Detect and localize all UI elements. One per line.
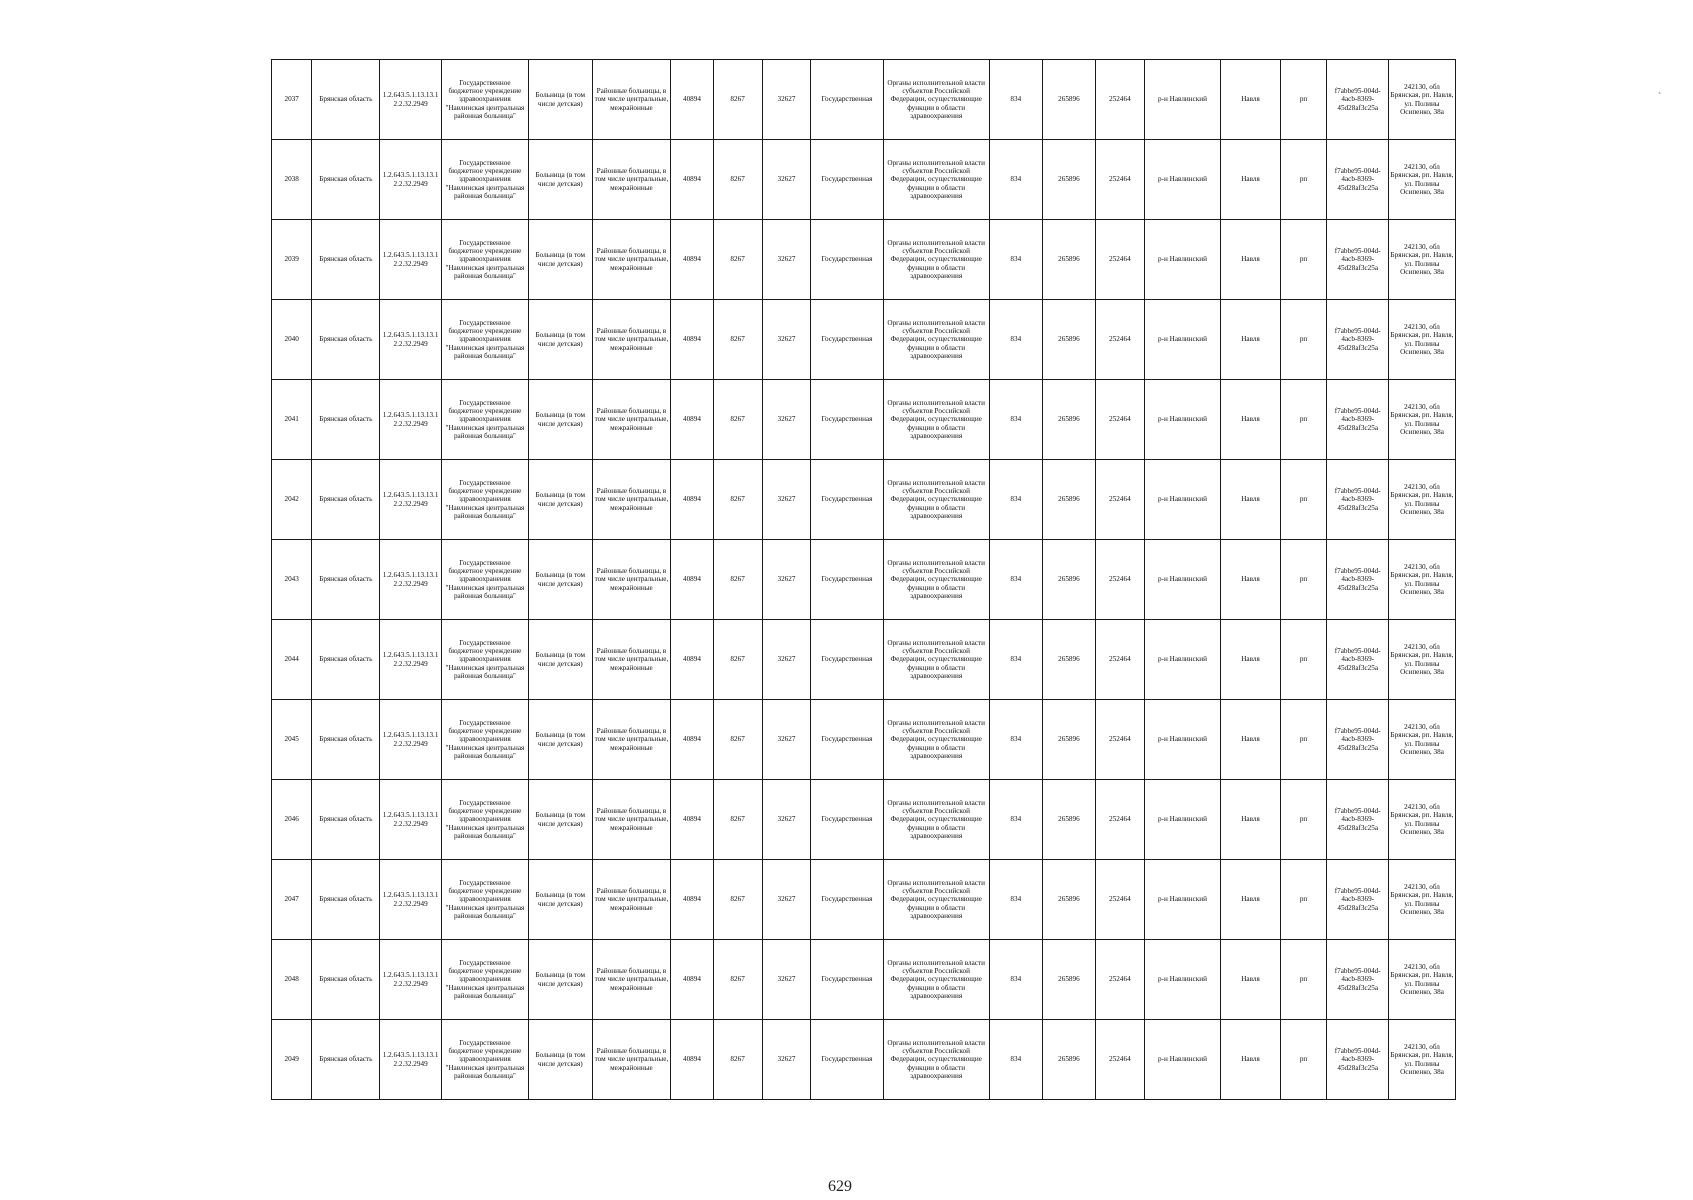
cell-c1: 40894 xyxy=(671,780,713,860)
cell-c1: 40894 xyxy=(671,140,713,220)
cell-address: 242130, обл Брянская, рп. Навля, ул. Полины Осипенко, 38а xyxy=(1389,620,1456,700)
cell-org: Государственное бюджетное учреждение здравоохранения "Навлинская центральная районная больница" xyxy=(441,140,528,220)
scan-speck: ` xyxy=(1658,92,1662,103)
cell-oid: 1.2.643.5.1.13.13.12.2.32.2949 xyxy=(380,940,442,1020)
cell-guid: f7abbe95-004d-4acb-8369-45d28af3c25a xyxy=(1327,940,1389,1020)
cell-c2: 8267 xyxy=(713,700,762,780)
cell-ownership: Государственная xyxy=(811,460,883,540)
cell-address: 242130, обл Брянская, рп. Навля, ул. Полины Осипенко, 38а xyxy=(1389,940,1456,1020)
cell-loc-type: рп xyxy=(1280,860,1327,940)
cell-district: р-н Навлинский xyxy=(1144,620,1220,700)
cell-region: Брянская область xyxy=(312,380,380,460)
cell-kind: Районные больницы, в том числе центральные, межрайонные xyxy=(592,220,671,300)
cell-address: 242130, обл Брянская, рп. Навля, ул. Полины Осипенко, 38а xyxy=(1389,540,1456,620)
cell-org: Государственное бюджетное учреждение здравоохранения "Навлинская центральная районная больница" xyxy=(441,220,528,300)
cell-c5: 265896 xyxy=(1042,220,1095,300)
cell-guid: f7abbe95-004d-4acb-8369-45d28af3c25a xyxy=(1327,220,1389,300)
cell-oid: 1.2.643.5.1.13.13.12.2.32.2949 xyxy=(380,460,442,540)
cell-address: 242130, обл Брянская, рп. Навля, ул. Полины Осипенко, 38а xyxy=(1389,460,1456,540)
cell-locality: Навля xyxy=(1221,300,1280,380)
cell-district: р-н Навлинский xyxy=(1144,860,1220,940)
cell-address: 242130, обл Брянская, рп. Навля, ул. Полины Осипенко, 38а xyxy=(1389,140,1456,220)
cell-guid: f7abbe95-004d-4acb-8369-45d28af3c25a xyxy=(1327,620,1389,700)
cell-c2: 8267 xyxy=(713,140,762,220)
cell-c4: 834 xyxy=(989,540,1042,620)
cell-c3: 32627 xyxy=(762,460,811,540)
cell-type: Больница (в том числе детская) xyxy=(528,220,592,300)
cell-c6: 252464 xyxy=(1095,1020,1144,1100)
cell-region: Брянская область xyxy=(312,780,380,860)
cell-no: 2042 xyxy=(272,460,312,540)
cell-no: 2038 xyxy=(272,140,312,220)
cell-kind: Районные больницы, в том числе центральные, межрайонные xyxy=(592,700,671,780)
cell-oid: 1.2.643.5.1.13.13.12.2.32.2949 xyxy=(380,140,442,220)
cell-no: 2040 xyxy=(272,300,312,380)
cell-district: р-н Навлинский xyxy=(1144,1020,1220,1100)
cell-ownership: Государственная xyxy=(811,700,883,780)
cell-c5: 265896 xyxy=(1042,300,1095,380)
cell-c4: 834 xyxy=(989,380,1042,460)
cell-c1: 40894 xyxy=(671,620,713,700)
cell-c4: 834 xyxy=(989,860,1042,940)
cell-c1: 40894 xyxy=(671,540,713,620)
cell-ownership: Государственная xyxy=(811,860,883,940)
cell-oid: 1.2.643.5.1.13.13.12.2.32.2949 xyxy=(380,620,442,700)
cell-type: Больница (в том числе детская) xyxy=(528,620,592,700)
cell-c1: 40894 xyxy=(671,700,713,780)
cell-locality: Навля xyxy=(1221,460,1280,540)
cell-c3: 32627 xyxy=(762,780,811,860)
cell-loc-type: рп xyxy=(1280,60,1327,140)
cell-address: 242130, обл Брянская, рп. Навля, ул. Полины Осипенко, 38а xyxy=(1389,220,1456,300)
cell-guid: f7abbe95-004d-4acb-8369-45d28af3c25a xyxy=(1327,300,1389,380)
cell-region: Брянская область xyxy=(312,60,380,140)
cell-authority: Органы исполнительной власти субъектов Российской Федерации, осуществляющие функции в области здравоохранения xyxy=(883,860,989,940)
cell-c4: 834 xyxy=(989,620,1042,700)
cell-c4: 834 xyxy=(989,60,1042,140)
cell-c1: 40894 xyxy=(671,220,713,300)
cell-oid: 1.2.643.5.1.13.13.12.2.32.2949 xyxy=(380,60,442,140)
cell-district: р-н Навлинский xyxy=(1144,60,1220,140)
cell-c6: 252464 xyxy=(1095,60,1144,140)
cell-c5: 265896 xyxy=(1042,860,1095,940)
cell-locality: Навля xyxy=(1221,60,1280,140)
cell-district: р-н Навлинский xyxy=(1144,140,1220,220)
cell-kind: Районные больницы, в том числе центральные, межрайонные xyxy=(592,300,671,380)
cell-kind: Районные больницы, в том числе центральные, межрайонные xyxy=(592,940,671,1020)
cell-oid: 1.2.643.5.1.13.13.12.2.32.2949 xyxy=(380,1020,442,1100)
cell-kind: Районные больницы, в том числе центральные, межрайонные xyxy=(592,460,671,540)
cell-no: 2049 xyxy=(272,1020,312,1100)
cell-oid: 1.2.643.5.1.13.13.12.2.32.2949 xyxy=(380,380,442,460)
cell-type: Больница (в том числе детская) xyxy=(528,940,592,1020)
cell-district: р-н Навлинский xyxy=(1144,780,1220,860)
registry-rows xyxy=(272,60,1456,1100)
cell-c4: 834 xyxy=(989,300,1042,380)
cell-kind: Районные больницы, в том числе центральные, межрайонные xyxy=(592,380,671,460)
cell-guid: f7abbe95-004d-4acb-8369-45d28af3c25a xyxy=(1327,860,1389,940)
cell-guid: f7abbe95-004d-4acb-8369-45d28af3c25a xyxy=(1327,540,1389,620)
cell-locality: Навля xyxy=(1221,380,1280,460)
cell-no: 2037 xyxy=(272,60,312,140)
cell-c5: 265896 xyxy=(1042,380,1095,460)
cell-c1: 40894 xyxy=(671,60,713,140)
cell-c1: 40894 xyxy=(671,460,713,540)
cell-kind: Районные больницы, в том числе центральные, межрайонные xyxy=(592,860,671,940)
cell-type: Больница (в том числе детская) xyxy=(528,860,592,940)
cell-ownership: Государственная xyxy=(811,780,883,860)
cell-c4: 834 xyxy=(989,940,1042,1020)
table-row xyxy=(272,220,1456,300)
cell-region: Брянская область xyxy=(312,940,380,1020)
cell-district: р-н Навлинский xyxy=(1144,940,1220,1020)
cell-locality: Навля xyxy=(1221,620,1280,700)
cell-c3: 32627 xyxy=(762,620,811,700)
cell-guid: f7abbe95-004d-4acb-8369-45d28af3c25a xyxy=(1327,460,1389,540)
cell-org: Государственное бюджетное учреждение здравоохранения "Навлинская центральная районная больница" xyxy=(441,460,528,540)
table-row xyxy=(272,1020,1456,1100)
cell-guid: f7abbe95-004d-4acb-8369-45d28af3c25a xyxy=(1327,780,1389,860)
cell-oid: 1.2.643.5.1.13.13.12.2.32.2949 xyxy=(380,780,442,860)
table-row xyxy=(272,60,1456,140)
cell-c6: 252464 xyxy=(1095,460,1144,540)
cell-c6: 252464 xyxy=(1095,940,1144,1020)
cell-address: 242130, обл Брянская, рп. Навля, ул. Полины Осипенко, 38а xyxy=(1389,380,1456,460)
cell-c5: 265896 xyxy=(1042,780,1095,860)
cell-loc-type: рп xyxy=(1280,620,1327,700)
table-row xyxy=(272,780,1456,860)
cell-c2: 8267 xyxy=(713,620,762,700)
cell-c6: 252464 xyxy=(1095,220,1144,300)
cell-oid: 1.2.643.5.1.13.13.12.2.32.2949 xyxy=(380,860,442,940)
cell-locality: Навля xyxy=(1221,220,1280,300)
cell-c4: 834 xyxy=(989,220,1042,300)
cell-ownership: Государственная xyxy=(811,1020,883,1100)
cell-locality: Навля xyxy=(1221,940,1280,1020)
cell-region: Брянская область xyxy=(312,1020,380,1100)
cell-c3: 32627 xyxy=(762,1020,811,1100)
cell-c4: 834 xyxy=(989,780,1042,860)
cell-kind: Районные больницы, в том числе центральные, межрайонные xyxy=(592,540,671,620)
cell-type: Больница (в том числе детская) xyxy=(528,380,592,460)
cell-c5: 265896 xyxy=(1042,1020,1095,1100)
cell-org: Государственное бюджетное учреждение здравоохранения "Навлинская центральная районная больница" xyxy=(441,860,528,940)
cell-type: Больница (в том числе детская) xyxy=(528,700,592,780)
cell-no: 2048 xyxy=(272,940,312,1020)
cell-c1: 40894 xyxy=(671,940,713,1020)
cell-c3: 32627 xyxy=(762,540,811,620)
cell-oid: 1.2.643.5.1.13.13.12.2.32.2949 xyxy=(380,300,442,380)
cell-address: 242130, обл Брянская, рп. Навля, ул. Полины Осипенко, 38а xyxy=(1389,860,1456,940)
registry-sheet xyxy=(271,59,1456,1100)
cell-authority: Органы исполнительной власти субъектов Российской Федерации, осуществляющие функции в области здравоохранения xyxy=(883,780,989,860)
cell-address: 242130, обл Брянская, рп. Навля, ул. Полины Осипенко, 38а xyxy=(1389,780,1456,860)
cell-region: Брянская область xyxy=(312,220,380,300)
cell-authority: Органы исполнительной власти субъектов Российской Федерации, осуществляющие функции в области здравоохранения xyxy=(883,620,989,700)
cell-c6: 252464 xyxy=(1095,620,1144,700)
cell-authority: Органы исполнительной власти субъектов Российской Федерации, осуществляющие функции в области здравоохранения xyxy=(883,300,989,380)
cell-c6: 252464 xyxy=(1095,300,1144,380)
cell-guid: f7abbe95-004d-4acb-8369-45d28af3c25a xyxy=(1327,140,1389,220)
cell-org: Государственное бюджетное учреждение здравоохранения "Навлинская центральная районная больница" xyxy=(441,940,528,1020)
cell-c2: 8267 xyxy=(713,1020,762,1100)
cell-authority: Органы исполнительной власти субъектов Российской Федерации, осуществляющие функции в области здравоохранения xyxy=(883,1020,989,1100)
cell-locality: Навля xyxy=(1221,700,1280,780)
cell-type: Больница (в том числе детская) xyxy=(528,300,592,380)
cell-oid: 1.2.643.5.1.13.13.12.2.32.2949 xyxy=(380,220,442,300)
cell-c6: 252464 xyxy=(1095,780,1144,860)
cell-no: 2039 xyxy=(272,220,312,300)
cell-c6: 252464 xyxy=(1095,860,1144,940)
cell-c5: 265896 xyxy=(1042,460,1095,540)
cell-district: р-н Навлинский xyxy=(1144,460,1220,540)
cell-c5: 265896 xyxy=(1042,940,1095,1020)
cell-ownership: Государственная xyxy=(811,540,883,620)
cell-region: Брянская область xyxy=(312,700,380,780)
cell-c5: 265896 xyxy=(1042,540,1095,620)
cell-c2: 8267 xyxy=(713,860,762,940)
cell-c5: 265896 xyxy=(1042,140,1095,220)
cell-org: Государственное бюджетное учреждение здравоохранения "Навлинская центральная районная больница" xyxy=(441,780,528,860)
cell-no: 2045 xyxy=(272,700,312,780)
page-number: 629 xyxy=(828,1178,852,1195)
cell-c3: 32627 xyxy=(762,860,811,940)
cell-authority: Органы исполнительной власти субъектов Российской Федерации, осуществляющие функции в области здравоохранения xyxy=(883,140,989,220)
cell-c1: 40894 xyxy=(671,300,713,380)
cell-kind: Районные больницы, в том числе центральные, межрайонные xyxy=(592,140,671,220)
cell-c6: 252464 xyxy=(1095,140,1144,220)
cell-region: Брянская область xyxy=(312,860,380,940)
cell-c4: 834 xyxy=(989,700,1042,780)
cell-district: р-н Навлинский xyxy=(1144,220,1220,300)
cell-org: Государственное бюджетное учреждение здравоохранения "Навлинская центральная районная больница" xyxy=(441,1020,528,1100)
cell-locality: Навля xyxy=(1221,1020,1280,1100)
cell-c6: 252464 xyxy=(1095,540,1144,620)
cell-guid: f7abbe95-004d-4acb-8369-45d28af3c25a xyxy=(1327,60,1389,140)
cell-type: Больница (в том числе детская) xyxy=(528,780,592,860)
cell-c1: 40894 xyxy=(671,860,713,940)
cell-c3: 32627 xyxy=(762,380,811,460)
cell-guid: f7abbe95-004d-4acb-8369-45d28af3c25a xyxy=(1327,700,1389,780)
cell-authority: Органы исполнительной власти субъектов Российской Федерации, осуществляющие функции в области здравоохранения xyxy=(883,60,989,140)
cell-locality: Навля xyxy=(1221,780,1280,860)
cell-kind: Районные больницы, в том числе центральные, межрайонные xyxy=(592,60,671,140)
cell-loc-type: рп xyxy=(1280,300,1327,380)
cell-region: Брянская область xyxy=(312,460,380,540)
cell-loc-type: рп xyxy=(1280,380,1327,460)
cell-c2: 8267 xyxy=(713,220,762,300)
cell-org: Государственное бюджетное учреждение здравоохранения "Навлинская центральная районная больница" xyxy=(441,700,528,780)
cell-region: Брянская область xyxy=(312,140,380,220)
cell-authority: Органы исполнительной власти субъектов Российской Федерации, осуществляющие функции в области здравоохранения xyxy=(883,460,989,540)
cell-c2: 8267 xyxy=(713,60,762,140)
cell-c2: 8267 xyxy=(713,540,762,620)
cell-loc-type: рп xyxy=(1280,1020,1327,1100)
cell-c5: 265896 xyxy=(1042,700,1095,780)
cell-org: Государственное бюджетное учреждение здравоохранения "Навлинская центральная районная больница" xyxy=(441,540,528,620)
cell-authority: Органы исполнительной власти субъектов Российской Федерации, осуществляющие функции в области здравоохранения xyxy=(883,940,989,1020)
cell-no: 2044 xyxy=(272,620,312,700)
cell-locality: Навля xyxy=(1221,860,1280,940)
cell-address: 242130, обл Брянская, рп. Навля, ул. Полины Осипенко, 38а xyxy=(1389,60,1456,140)
cell-region: Брянская область xyxy=(312,300,380,380)
cell-c6: 252464 xyxy=(1095,380,1144,460)
table-row xyxy=(272,380,1456,460)
cell-c3: 32627 xyxy=(762,140,811,220)
cell-c5: 265896 xyxy=(1042,60,1095,140)
cell-type: Больница (в том числе детская) xyxy=(528,460,592,540)
cell-no: 2041 xyxy=(272,380,312,460)
cell-type: Больница (в том числе детская) xyxy=(528,1020,592,1100)
cell-locality: Навля xyxy=(1221,540,1280,620)
cell-address: 242130, обл Брянская, рп. Навля, ул. Полины Осипенко, 38а xyxy=(1389,1020,1456,1100)
cell-oid: 1.2.643.5.1.13.13.12.2.32.2949 xyxy=(380,540,442,620)
cell-type: Больница (в том числе детская) xyxy=(528,540,592,620)
cell-district: р-н Навлинский xyxy=(1144,540,1220,620)
cell-kind: Районные больницы, в том числе центральные, межрайонные xyxy=(592,1020,671,1100)
cell-kind: Районные больницы, в том числе центральные, межрайонные xyxy=(592,780,671,860)
cell-org: Государственное бюджетное учреждение здравоохранения "Навлинская центральная районная больница" xyxy=(441,60,528,140)
cell-authority: Органы исполнительной власти субъектов Российской Федерации, осуществляющие функции в области здравоохранения xyxy=(883,540,989,620)
cell-guid: f7abbe95-004d-4acb-8369-45d28af3c25a xyxy=(1327,380,1389,460)
cell-no: 2046 xyxy=(272,780,312,860)
cell-loc-type: рп xyxy=(1280,220,1327,300)
table-row xyxy=(272,620,1456,700)
cell-c4: 834 xyxy=(989,140,1042,220)
cell-c2: 8267 xyxy=(713,300,762,380)
cell-c5: 265896 xyxy=(1042,620,1095,700)
cell-c1: 40894 xyxy=(671,1020,713,1100)
cell-address: 242130, обл Брянская, рп. Навля, ул. Полины Осипенко, 38а xyxy=(1389,300,1456,380)
cell-ownership: Государственная xyxy=(811,380,883,460)
cell-ownership: Государственная xyxy=(811,620,883,700)
cell-loc-type: рп xyxy=(1280,140,1327,220)
cell-address: 242130, обл Брянская, рп. Навля, ул. Полины Осипенко, 38а xyxy=(1389,700,1456,780)
table-row xyxy=(272,540,1456,620)
cell-c1: 40894 xyxy=(671,380,713,460)
cell-authority: Органы исполнительной власти субъектов Российской Федерации, осуществляющие функции в области здравоохранения xyxy=(883,700,989,780)
cell-ownership: Государственная xyxy=(811,300,883,380)
cell-c3: 32627 xyxy=(762,60,811,140)
cell-ownership: Государственная xyxy=(811,140,883,220)
cell-type: Больница (в том числе детская) xyxy=(528,60,592,140)
cell-c2: 8267 xyxy=(713,380,762,460)
cell-kind: Районные больницы, в том числе центральные, межрайонные xyxy=(592,620,671,700)
cell-region: Брянская область xyxy=(312,620,380,700)
table-row xyxy=(272,140,1456,220)
cell-org: Государственное бюджетное учреждение здравоохранения "Навлинская центральная районная больница" xyxy=(441,620,528,700)
cell-c2: 8267 xyxy=(713,460,762,540)
cell-district: р-н Навлинский xyxy=(1144,700,1220,780)
table-row xyxy=(272,700,1456,780)
cell-loc-type: рп xyxy=(1280,460,1327,540)
table-row xyxy=(272,300,1456,380)
cell-c3: 32627 xyxy=(762,940,811,1020)
cell-no: 2043 xyxy=(272,540,312,620)
cell-guid: f7abbe95-004d-4acb-8369-45d28af3c25a xyxy=(1327,1020,1389,1100)
cell-loc-type: рп xyxy=(1280,940,1327,1020)
cell-loc-type: рп xyxy=(1280,780,1327,860)
cell-ownership: Государственная xyxy=(811,220,883,300)
cell-region: Брянская область xyxy=(312,540,380,620)
cell-locality: Навля xyxy=(1221,140,1280,220)
table-row xyxy=(272,460,1456,540)
cell-c2: 8267 xyxy=(713,780,762,860)
registry-table xyxy=(271,59,1456,1100)
cell-loc-type: рп xyxy=(1280,700,1327,780)
cell-ownership: Государственная xyxy=(811,60,883,140)
cell-c3: 32627 xyxy=(762,220,811,300)
cell-no: 2047 xyxy=(272,860,312,940)
table-row xyxy=(272,940,1456,1020)
cell-type: Больница (в том числе детская) xyxy=(528,140,592,220)
cell-district: р-н Навлинский xyxy=(1144,380,1220,460)
cell-c4: 834 xyxy=(989,460,1042,540)
table-row xyxy=(272,860,1456,940)
cell-ownership: Государственная xyxy=(811,940,883,1020)
cell-c3: 32627 xyxy=(762,700,811,780)
cell-org: Государственное бюджетное учреждение здравоохранения "Навлинская центральная районная больница" xyxy=(441,300,528,380)
cell-loc-type: рп xyxy=(1280,540,1327,620)
cell-c6: 252464 xyxy=(1095,700,1144,780)
cell-authority: Органы исполнительной власти субъектов Российской Федерации, осуществляющие функции в области здравоохранения xyxy=(883,380,989,460)
cell-district: р-н Навлинский xyxy=(1144,300,1220,380)
cell-authority: Органы исполнительной власти субъектов Российской Федерации, осуществляющие функции в области здравоохранения xyxy=(883,220,989,300)
cell-org: Государственное бюджетное учреждение здравоохранения "Навлинская центральная районная больница" xyxy=(441,380,528,460)
cell-c4: 834 xyxy=(989,1020,1042,1100)
cell-c2: 8267 xyxy=(713,940,762,1020)
cell-oid: 1.2.643.5.1.13.13.12.2.32.2949 xyxy=(380,700,442,780)
cell-c3: 32627 xyxy=(762,300,811,380)
